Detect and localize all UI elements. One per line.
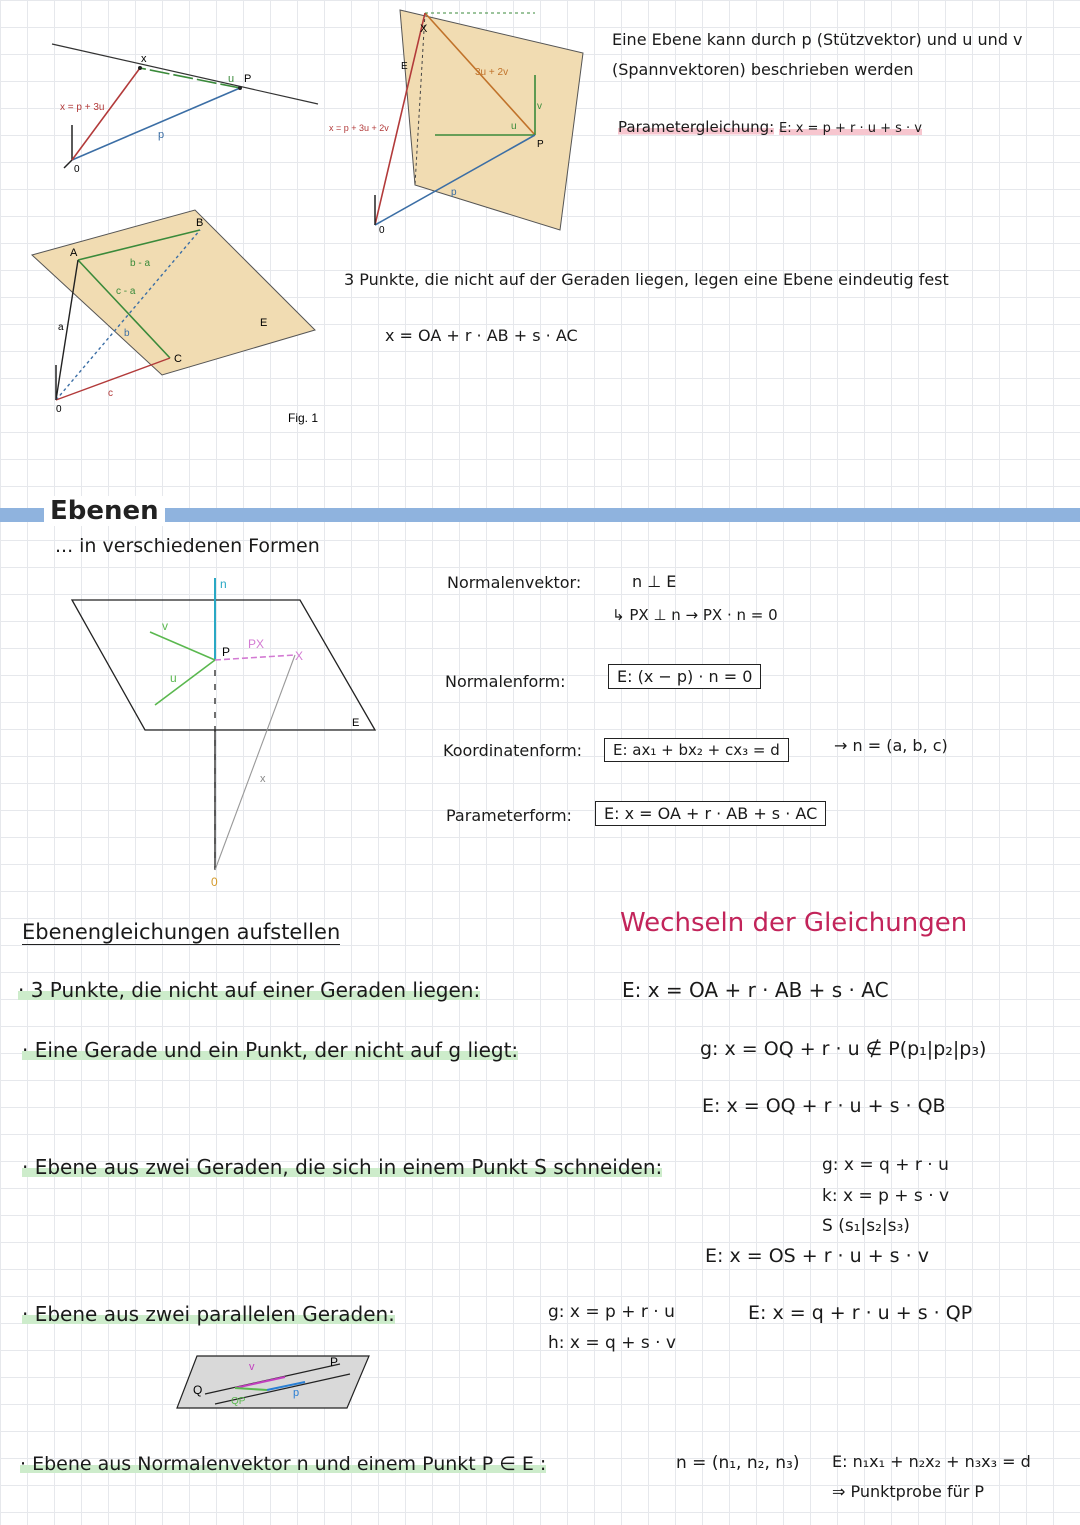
- plane-param-origin-label: 0: [379, 225, 385, 236]
- normal-form-eq: E: (x − p) · n = 0: [608, 664, 761, 689]
- parameter-form-eq: E: x = OA + r · AB + s · AC: [595, 801, 826, 826]
- normal-v-label: v: [162, 619, 168, 633]
- setup-bullet-3: [22, 1155, 662, 1179]
- line-origin-label: 0: [74, 164, 80, 175]
- plane-points-c: C: [174, 353, 182, 365]
- setup-bullet-2-text: · Eine Gerade und ein Punkt, der nicht auf g liegt:: [22, 1038, 519, 1062]
- wechseln-h-4: h: x = q + s · v: [548, 1333, 676, 1353]
- normal-n-label: n: [220, 577, 227, 591]
- param-label: [618, 118, 922, 136]
- wechseln-eq-5: E: n₁x₁ + n₂x₂ + n₃x₃ = d: [832, 1452, 1031, 1471]
- plane-points-figure: [20, 200, 330, 430]
- line-p-point-label: P: [244, 73, 252, 85]
- parallel-p-label: P: [330, 1355, 339, 1369]
- parallel-qp-label: QP: [231, 1396, 246, 1407]
- plane-param-eq-label: x = p + 3u + 2v: [329, 123, 389, 133]
- setup-bullet-5: [20, 1453, 546, 1475]
- plane-points-a: A: [70, 247, 78, 259]
- param-label-text: Parametergleichung:: [618, 118, 775, 136]
- normal-x-label: X: [295, 649, 304, 663]
- coordinate-form-eq: E: ax₁ + bx₂ + cx₃ = d: [604, 738, 789, 762]
- plane-points-ca: c - a: [116, 286, 136, 297]
- param-eq: E: x = p + r · u + s · v: [779, 121, 922, 136]
- coordinate-form-normal: → n = (a, b, c): [834, 736, 948, 755]
- wechseln-k-3: k: x = p + s · v: [822, 1186, 950, 1206]
- line-u-label: u: [228, 73, 235, 85]
- setup-heading: Ebenengleichungen aufstellen: [22, 920, 341, 944]
- plane-param-v-label: v: [537, 101, 542, 112]
- wechseln-eq-2: E: x = OQ + r · u + s · QB: [702, 1095, 946, 1117]
- three-points-eq: x = OA + r · AB + s · AC: [385, 326, 578, 345]
- wechseln-g-3: g: x = q + r · u: [822, 1155, 949, 1175]
- normal-form-label: Normalenform:: [445, 672, 566, 691]
- plane-points-ba: b - a: [130, 258, 151, 269]
- wechseln-s-3: S (s₁|s₂|s₃): [822, 1216, 910, 1236]
- line-x-label: x: [141, 53, 147, 65]
- normal-e-label: E: [352, 717, 360, 729]
- plane-param-figure: [325, 5, 590, 240]
- line-figure: [40, 30, 330, 180]
- parallel-q-label: Q: [193, 1383, 203, 1397]
- parallel-v-label: v: [249, 1361, 255, 1373]
- plane-param-p-label: P: [537, 139, 544, 150]
- normal-vector-def2: ↳ PX ⊥ n → PX · n = 0: [612, 606, 778, 624]
- normal-p-label: P: [222, 645, 231, 659]
- normal-xvec-label: x: [260, 773, 266, 785]
- setup-bullet-4-text: · Ebene aus zwei parallelen Geraden:: [22, 1302, 395, 1326]
- intro-line-1: Eine Ebene kann durch p (Stützvektor) und u und v: [612, 30, 1023, 49]
- plane-points-cvec: c: [108, 388, 113, 399]
- wechseln-g-2: g: x = OQ + r · u ∉ P(p₁|p₂|p₃): [700, 1038, 987, 1060]
- setup-bullet-5-text: · Ebene aus Normalenvektor n und einem Punkt P ∈ E :: [20, 1453, 547, 1475]
- section-subtitle: ... in verschiedenen Formen: [55, 535, 320, 557]
- setup-bullet-1-text: · 3 Punkte, die nicht auf einer Geraden liegen:: [18, 978, 481, 1002]
- plane-param-x-label: X: [420, 23, 428, 35]
- coordinate-form-label: Koordinatenform:: [443, 741, 583, 760]
- plane-param-combo-label: 3u + 2v: [475, 67, 509, 78]
- wechseln-eq-1: E: x = OA + r · AB + s · AC: [622, 978, 889, 1002]
- setup-bullet-3-text: · Ebene aus zwei Geraden, die sich in einem Punkt S schneiden:: [22, 1155, 663, 1179]
- plane-points-b: B: [196, 217, 204, 229]
- plane-points-avec: a: [58, 322, 64, 333]
- wechseln-eq-4: E: x = q + r · u + s · QP: [748, 1302, 973, 1324]
- normal-figure: [70, 570, 380, 895]
- wechseln-n-5: n = (n₁, n₂, n₃): [676, 1453, 800, 1473]
- wechseln-g-4: g: x = p + r · u: [548, 1302, 675, 1322]
- plane-points-bvec: b: [124, 328, 130, 339]
- normal-vector-label: Normalenvektor:: [447, 573, 582, 592]
- normal-px-label: PX: [248, 637, 265, 651]
- parameter-form-label: Parameterform:: [446, 806, 572, 825]
- setup-bullet-4: [22, 1302, 395, 1326]
- setup-bullet-1: [18, 978, 480, 1002]
- normal-u-label: u: [170, 671, 177, 685]
- normal-vector-def1: n ⊥ E: [632, 572, 677, 591]
- line-p-vector-label: p: [158, 129, 165, 141]
- normal-origin-label: 0: [211, 875, 218, 889]
- parallel-p-vec-label: p: [293, 1387, 300, 1399]
- wechseln-heading: Wechseln der Gleichungen: [620, 908, 968, 938]
- wechseln-eq-3: E: x = OS + r · u + s · v: [705, 1245, 929, 1267]
- figure-caption: Fig. 1: [288, 411, 319, 425]
- section-title: Ebenen: [44, 496, 165, 526]
- plane-param-pvec-label: p: [451, 187, 457, 198]
- plane-param-u-label: u: [511, 121, 517, 132]
- parallel-figure: [175, 1352, 375, 1412]
- three-points-note: 3 Punkte, die nicht auf der Geraden liegen, legen eine Ebene eindeutig fest: [344, 270, 949, 289]
- plane-points-e: E: [260, 317, 268, 329]
- wechseln-eq-5b: ⇒ Punktprobe für P: [832, 1482, 985, 1501]
- line-eq-label: x = p + 3u: [60, 102, 105, 113]
- intro-line-2: (Spannvektoren) beschrieben werden: [612, 60, 914, 79]
- plane-param-e-label: E: [401, 61, 408, 72]
- setup-bullet-2: [22, 1038, 518, 1062]
- plane-points-origin: 0: [56, 404, 62, 415]
